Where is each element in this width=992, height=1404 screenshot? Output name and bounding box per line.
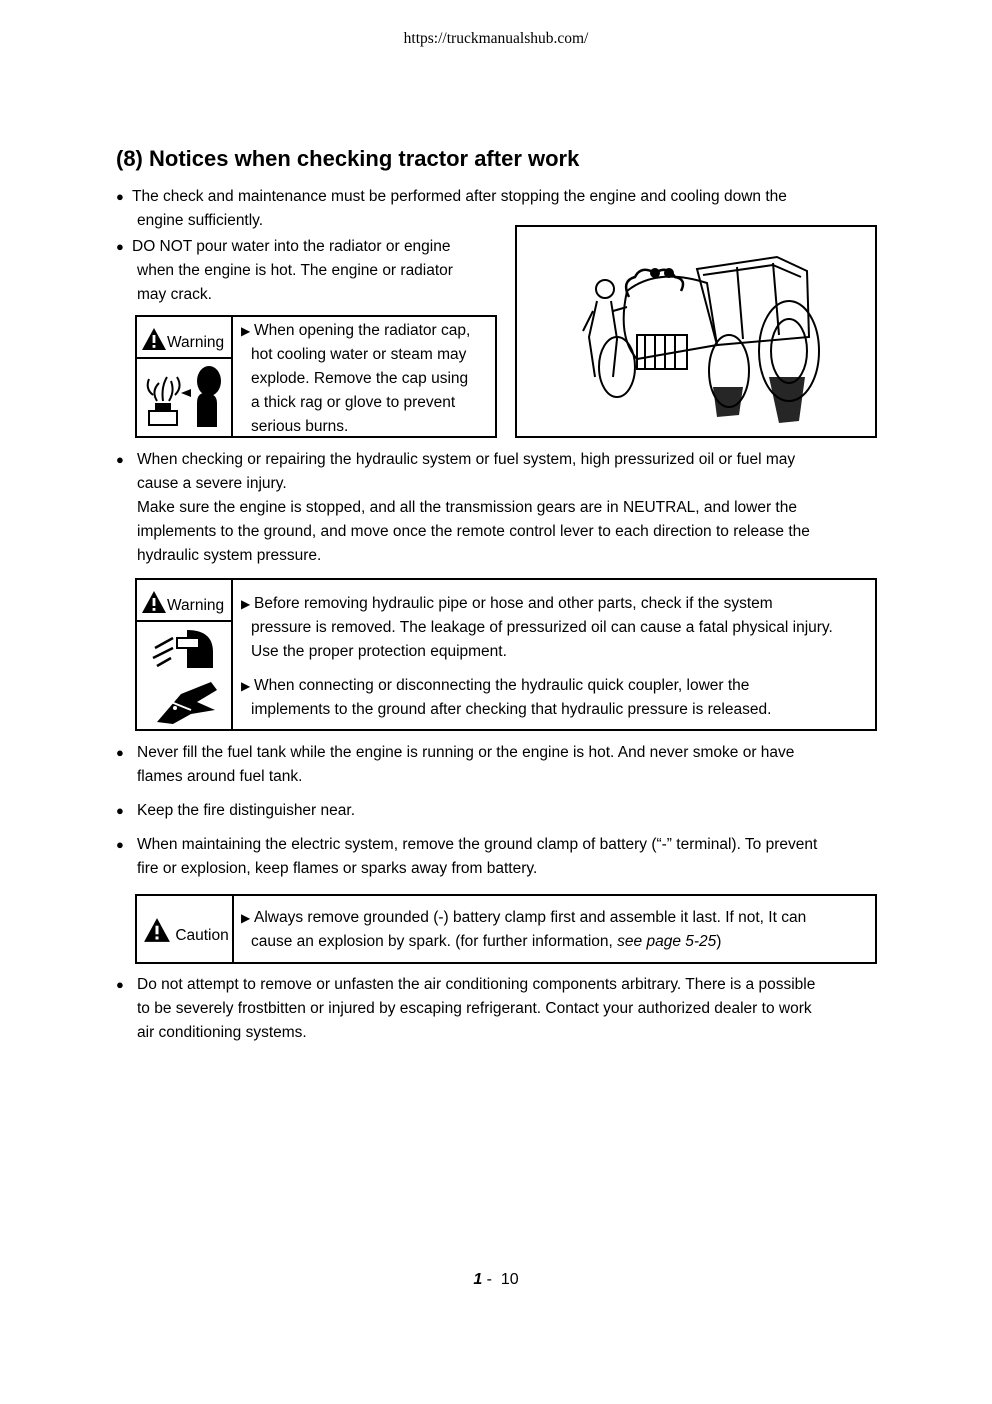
caution-line-text: cause an explosion by spark. (for further information,: [251, 933, 618, 950]
warning-triangle-icon: [143, 916, 171, 944]
bullet-text: may crack.: [137, 286, 212, 303]
warning-line: Use the proper protection equipment.: [251, 643, 507, 660]
warning-line: When opening the radiator cap,: [254, 322, 471, 339]
divider: [137, 620, 231, 622]
bullet-dot-icon: ●: [116, 452, 124, 467]
bullet-text: hydraulic system pressure.: [137, 547, 322, 564]
caution-box: [135, 894, 877, 964]
caution-label-text: Caution: [175, 927, 229, 944]
bullet-text: The check and maintenance must be performed after stopping the engine and cooling down the: [132, 188, 787, 205]
bullet-text: engine sufficiently.: [137, 212, 264, 229]
warning-line: pressure is removed. The leakage of pressurized oil can cause a fatal physical injury.: [251, 619, 833, 636]
warning-text: [241, 319, 470, 343]
section-title: (8) Notices when checking tractor after work: [116, 146, 580, 171]
tractor-illustration: [515, 225, 877, 438]
warning-icon-column: [137, 580, 233, 729]
bullet-text: Make sure the engine is stopped, and all the transmission gears are in NEUTRAL, and lower the: [137, 499, 797, 516]
warning-label: [141, 327, 224, 355]
bullet-text: Do not attempt to remove or unfasten the air conditioning components arbitrary. There is a possible: [137, 976, 816, 993]
bullet-text: Never fill the fuel tank while the engine is running or the engine is hot. And never smoke or have: [137, 744, 795, 761]
header-url: https://truckmanualshub.com/: [403, 30, 589, 47]
warning-box: [135, 578, 877, 731]
bullet-text: to be severely frostbitten or injured by escaping refrigerant. Contact your authorized dealer to work: [137, 1000, 812, 1017]
warning-line: hot cooling water or steam may: [251, 346, 467, 363]
warning-label-text: Warning: [167, 334, 225, 351]
hot-steam-burn-icon: [145, 363, 225, 429]
warning-line: When connecting or disconnecting the hydraulic quick coupler, lower the: [254, 677, 750, 694]
warning-box: [135, 315, 497, 438]
bullet-dot-icon: ●: [116, 837, 124, 852]
caution-line: Always remove grounded (-) battery clamp first and assemble it last. If not, It can: [254, 909, 807, 926]
caution-icon-column: [137, 896, 234, 962]
chapter-number: 1: [473, 1271, 483, 1288]
bullet-text: When checking or repairing the hydraulic system or fuel system, high pressurized oil or fuel may: [137, 451, 796, 468]
caution-line: [251, 930, 721, 954]
warning-line: explode. Remove the cap using: [251, 370, 469, 387]
warning-line: a thick rag or glove to prevent: [251, 394, 456, 411]
page-index: 10: [500, 1271, 519, 1288]
page-reference-link[interactable]: see page 5-25: [617, 933, 717, 950]
bullet-text: fire or explosion, keep flames or sparks away from battery.: [137, 860, 538, 877]
bullet-text: air conditioning systems.: [137, 1024, 307, 1041]
right-triangle-arrow-icon: ▶: [241, 679, 251, 693]
page-number: [0, 1268, 992, 1292]
bullet-dot-icon: ●: [116, 803, 124, 818]
tractor-radiator-steam-illustration: [517, 227, 875, 436]
warning-triangle-icon: [141, 590, 167, 614]
caution-line-text: ): [716, 933, 722, 950]
bullet-text: cause a severe injury.: [137, 475, 287, 492]
bullet-text: When maintaining the electric system, remove the ground clamp of battery (“-” terminal). To prevent: [137, 836, 818, 853]
caution-label: [143, 916, 229, 948]
warning-line: Before removing hydraulic pipe or hose and other parts, check if the system: [254, 595, 773, 612]
divider: [137, 357, 231, 359]
bullet-dot-icon: ●: [116, 745, 124, 760]
right-triangle-arrow-icon: ▶: [241, 597, 251, 611]
caution-text: [241, 906, 806, 930]
warning-label: [141, 590, 224, 618]
warning-line: serious burns.: [251, 418, 349, 435]
warning-label-text: Warning: [167, 597, 225, 614]
bullet-text: implements to the ground, and move once the remote control lever to each direction to release the: [137, 523, 810, 540]
warning-text: [241, 592, 773, 616]
bullet-text: DO NOT pour water into the radiator or engine: [132, 238, 451, 255]
bullet-text: when the engine is hot. The engine or radiator: [137, 262, 453, 279]
bullet-text: Keep the fire distinguisher near.: [137, 802, 355, 819]
bullet-dot-icon: ●: [116, 189, 124, 204]
warning-icon-column: [137, 317, 233, 436]
warning-line: implements to the ground after checking that hydraulic pressure is released.: [251, 701, 772, 718]
warning-triangle-icon: [141, 327, 167, 351]
pressurized-oil-injury-icon: [151, 680, 221, 726]
right-triangle-arrow-icon: ▶: [241, 911, 251, 925]
page-separator: -: [486, 1271, 492, 1288]
bullet-dot-icon: ●: [116, 239, 124, 254]
warning-text: [241, 674, 749, 698]
right-triangle-arrow-icon: ▶: [241, 324, 251, 338]
bullet-dot-icon: ●: [116, 977, 124, 992]
bullet-text: flames around fuel tank.: [137, 768, 303, 785]
